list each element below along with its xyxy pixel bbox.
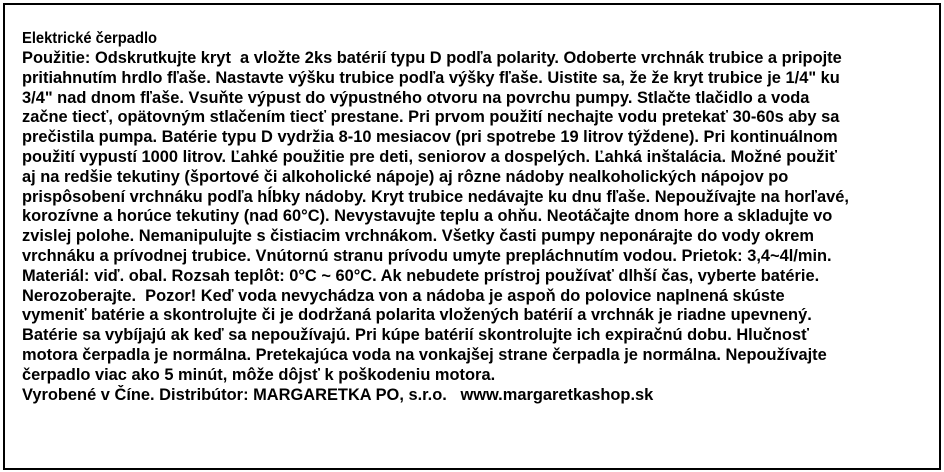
label-line: prečistila pumpa. Batérie typu D vydržia 8-10 mesiacov (pri spotrebe 19 litrov týždene). Pri kontinuálnom [22, 128, 838, 147]
label-line: Vyrobené v Číne. Distribútor: MARGARETKA PO, s.r.o. www.margaretkashop.sk [22, 385, 654, 404]
label-line: čerpadlo viac ako 5 minút, môže dôjsť k poškodeniu motora. [22, 365, 496, 384]
label-line: prispôsobení vrchnáku podľa hĺbky nádoby. Kryt trubice nedávajte ku dnu fľaše. Nepoužívajte na horľavé, [22, 187, 849, 206]
label-line: motora čerpadla je normálna. Pretekajúca voda na vonkajšej strane čerpadla je normálna. Nepoužívajte [22, 345, 827, 364]
label-line: začne tiecť, opätovným stlačením tiecť prestane. Pri prvom použití nechajte vodu pretekať 30-60s aby sa [22, 108, 840, 127]
label-line: Batérie sa vybíjajú ak keď sa nepoužívajú. Pri kúpe batérií skontrolujte ich expiračnú dobu. Hlučnosť [22, 326, 809, 345]
label-line: pritiahnutím hrdlo fľaše. Nastavte výšku trubice podľa výšky fľaše. Uistite sa, že že kryt trubice je 1/4" ku [22, 68, 840, 87]
label-line: zvislej polohe. Nemanipulujte s čistiacim vrchnákom. Všetky časti pumpy neponárajte do vody okrem [22, 227, 814, 246]
label-line: 3/4" nad dnom fľaše. Vsuňte výpust do výpustného otvoru na povrchu pumpy. Stlačte tlačidlo a voda [22, 88, 810, 107]
label-line: korozívne a horúce tekutiny (nad 60°C). Nevystavujte teplu a ohňu. Neotáčajte dnom hore a skladujte vo [22, 207, 833, 226]
label-title: Elektrické čerpadlo [22, 30, 158, 47]
label-line: vrchnáku a prívodnej trubice. Vnútornú stranu prívodu umyte prepláchnutím vodou. Prietok: 3,4~4l/min. [22, 246, 832, 265]
label-text-block [22, 29, 927, 405]
label-line: aj na redšie tekutiny (športové či alkoholické nápoje) aj rôzne nádoby nealkoholických nápojov po [22, 167, 789, 186]
label-line: Nerozoberajte. Pozor! Keď voda nevychádza von a nádoba je aspoň do polovice naplnená skúste [22, 286, 785, 305]
label-line: použití vypustí 1000 litrov. Ľahké použitie pre deti, seniorov a dospelých. Ľahká inštalácia. Možné použiť [22, 147, 837, 166]
label-line: Materiál: viď. obal. Rozsah teplôt: 0°C ~ 60°C. Ak nebudete prístroj používať dlhší čas, vyberte batérie. [22, 266, 820, 285]
product-label [3, 3, 941, 470]
label-line: Použitie: Odskrutkujte kryt a vložte 2ks batérií typu D podľa polarity. Odoberte vrchnák trubice a pripojte [22, 49, 842, 67]
label-line: vymeniť batérie a skontrolujte či je dodržaná polarita vložených batérií a vrchnák je riadne upevnený. [22, 306, 812, 325]
